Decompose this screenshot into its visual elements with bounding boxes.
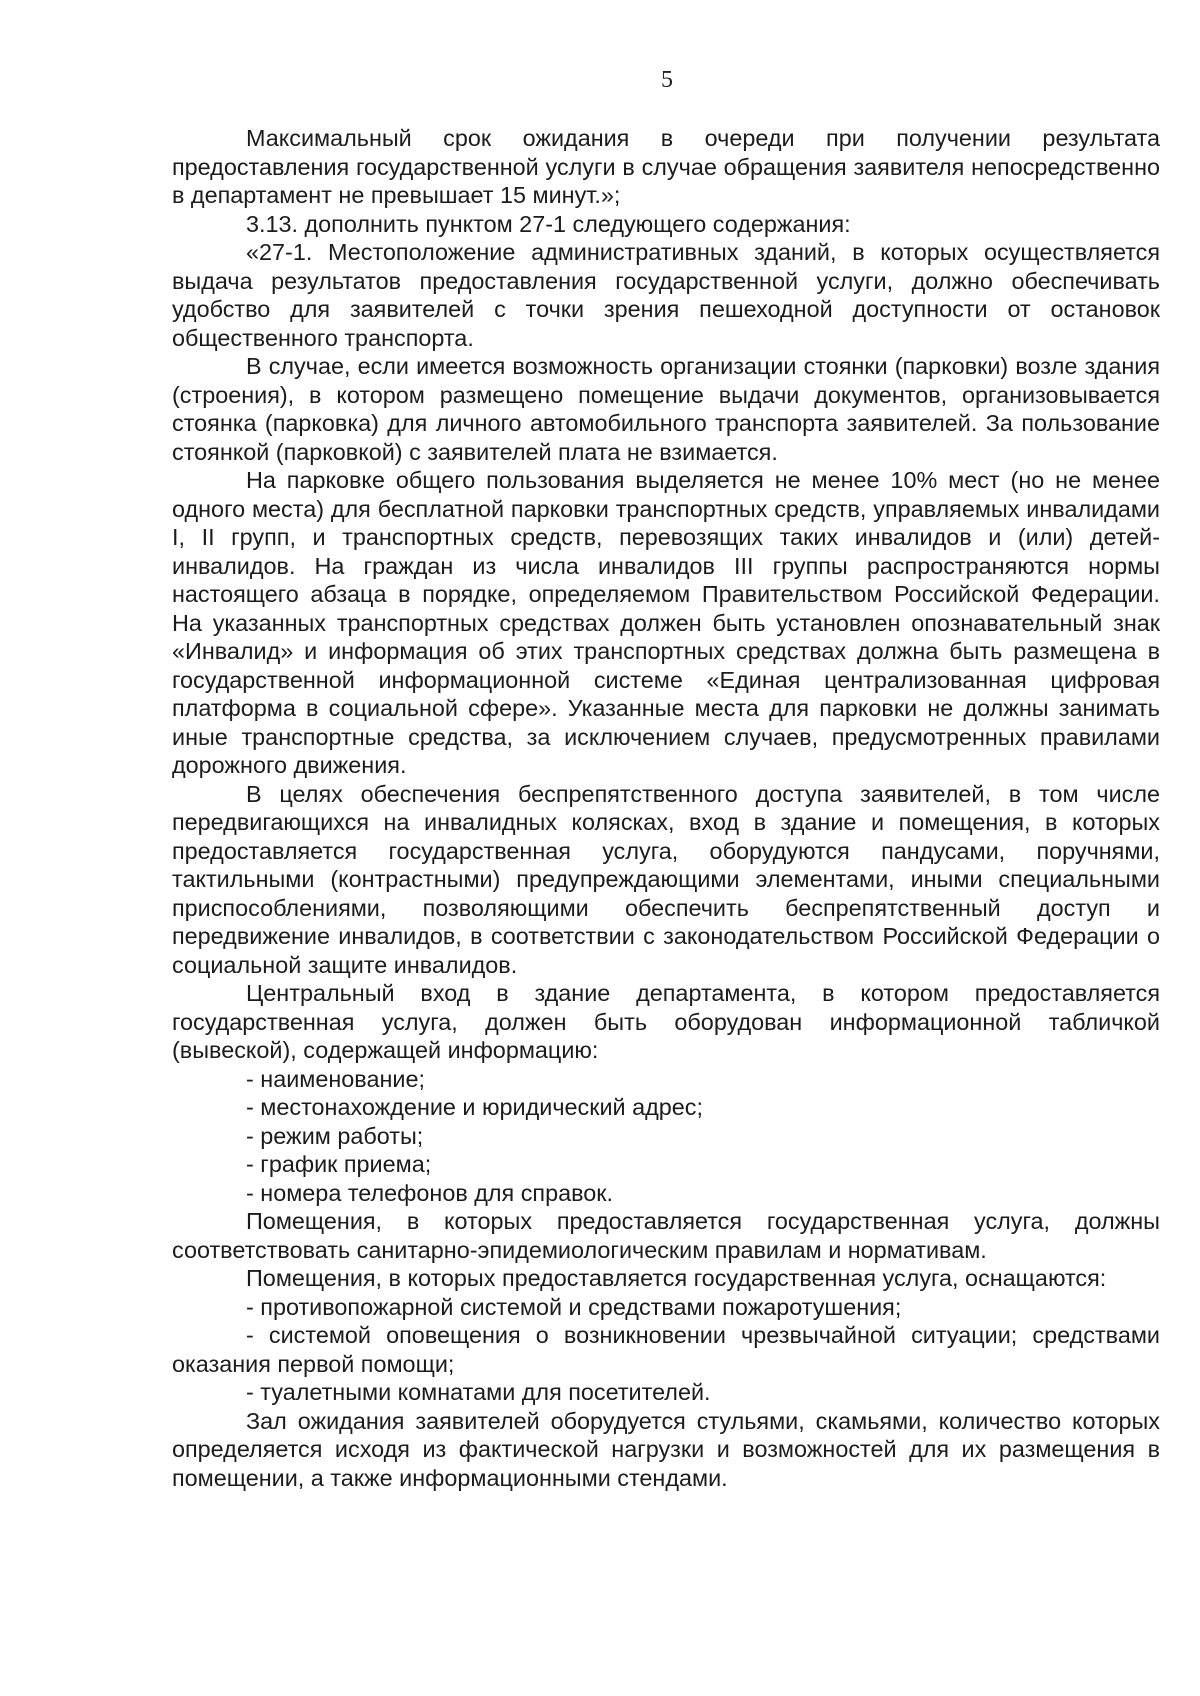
list-item-phones: - номера телефонов для справок. xyxy=(246,1179,614,1206)
list-item-alert-system: - системой оповещения о возникновении чрезвычайной ситуации; средствами оказания первой помощи; xyxy=(172,1322,1160,1377)
paragraph-equipment: Помещения, в которых предоставляется государственная услуга, оснащаются: xyxy=(246,1265,1107,1291)
paragraph-max-wait-time: Максимальный срок ожидания в очереди при получении результата предоставления государственной услуги в случае обращения заявителя непосредственно в департамент не превышает 15 минут.»; xyxy=(172,125,1160,208)
list-item-schedule: - график приема; xyxy=(246,1151,432,1177)
list-item-name: - наименование; xyxy=(246,1065,425,1092)
paragraph-entrance-sign: Центральный вход в здание департамента, в котором предоставляется государственная услуга, должен быть оборудован информационной табличкой (вывеской), содержащей информацию: xyxy=(172,980,1160,1063)
list-item-toilets: - туалетными комнатами для посетителей. xyxy=(246,1379,711,1405)
list-item-fire-safety: - противопожарной системой и средствами пожаротушения; xyxy=(246,1293,902,1320)
page-number: 5 xyxy=(661,67,673,93)
paragraph-27-1-location: «27-1. Местоположение административных зданий, в которых осуществляется выдача результатов предоставления государственной услуги, должно обеспечивать удобство для заявителей с точки зрения пешеходной доступности от остановок общественного транспорта. xyxy=(172,239,1160,351)
paragraph-waiting-room: Зал ожидания заявителей оборудуется стульями, скамьями, количество которых определяется исходя из фактической нагрузки и возможностей для их размещения в помещении, а также информационными стендами. xyxy=(172,1407,1160,1491)
paragraph-item-3-13: 3.13. дополнить пунктом 27-1 следующего содержания: xyxy=(246,210,851,237)
list-item-address: - местонахождение и юридический адрес; xyxy=(246,1094,703,1120)
paragraph-accessibility: В целях обеспечения беспрепятственного доступа заявителей, в том числе передвигающихся на инвалидных колясках, вход в здание и помещения, в которых предоставляется государственная услуга, оборудуются пандусами, поручнями, тактильными (контрастными) предупреждающими элементами, иными специальными приспособлениями, позволяющими обеспечить беспрепятственный доступ и передвижение инвалидов, в соответствии с законодательством Российской Федерации о социальной защите инвалидов. xyxy=(172,780,1160,978)
paragraph-sanitary: Помещения, в которых предоставляется государственная услуга, должны соответствовать санитарно-эпидемиологическим правилам и нормативам. xyxy=(172,1208,1160,1263)
document-body xyxy=(172,124,1160,1492)
list-item-work-mode: - режим работы; xyxy=(246,1122,424,1149)
paragraph-parking: В случае, если имеется возможность организации стоянки (парковки) возле здания (строения), в котором размещено помещение выдачи документов, организовывается стоянка (парковка) для личного автомобильного транспорта заявителей. За пользование стоянкой (парковкой) с заявителей плата не взимается. xyxy=(172,353,1160,465)
paragraph-disabled-parking: На парковке общего пользования выделяется не менее 10% мест (но не менее одного места) для бесплатной парковки транспортных средств, управляемых инвалидами I, II групп, и транспортных средств, перевозящих таких инвалидов и (или) детей-инвалидов. На граждан из числа инвалидов III группы распространяются нормы настоящего абзаца в порядке, определяемом Правительством Российской Федерации. На указанных транспортных средствах должен быть установлен опознавательный знак «Инвалид» и информация об этих транспортных средствах должна быть размещена в государственной информационной системе «Единая централизованная цифровая платформа в социальной сфере». Указанные места для парковки не должны занимать иные транспортные средства, за исключением случаев, предусмотренных правилами дорожного движения. xyxy=(172,467,1160,778)
